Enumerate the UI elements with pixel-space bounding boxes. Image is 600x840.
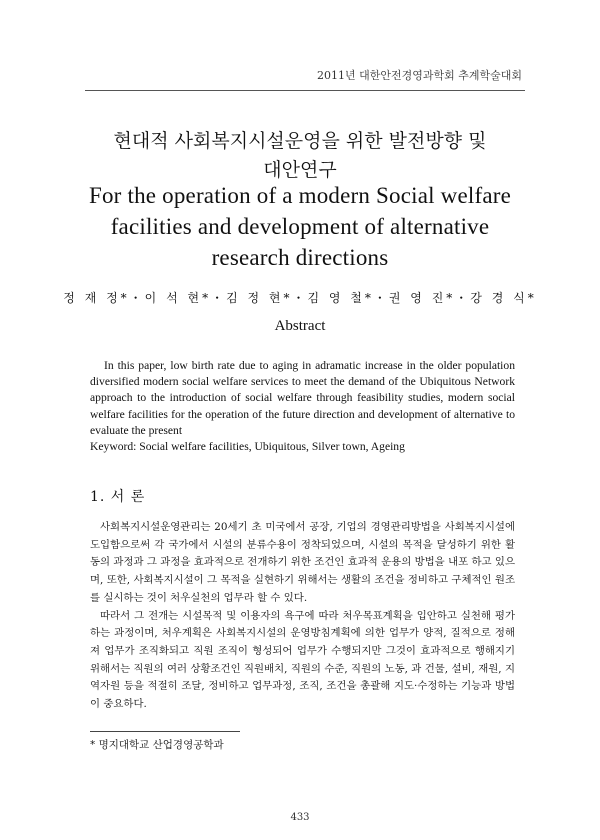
english-title-line-2: facilities and development of alternative <box>110 214 490 239</box>
korean-title-line-2: 대안연구 <box>263 159 337 181</box>
english-title-line-3: research directions <box>211 245 389 270</box>
introduction-paragraph-2: 따라서 그 전개는 시설목적 및 이용자의 욕구에 따라 처우목표계획을 입안하고 실천해 평가하는 과정이며, 처우계획은 사회복지시설의 운영방침계획에 의한 업무가 양적, 질적으로 정해져 업무가 조직화되고 직원 조직이 형성되어 업무가 수행되지만 그것이 효과적으로 행해지기 위해서는 직원의 여러 상황조건인 직원배치, 직원의 수준, 직원의 노동, 과 건물, 설비, 재원, 지역자원 등을 적절히 조달, 정비하고 업무과정, 조직, 조건을 총괄해 지도·수정하는 기능과 방법이 중요하다. <box>90 609 515 711</box>
english-title-line-1: For the operation of a modern Social welfare <box>88 183 511 208</box>
running-header: 2011년 대한안전경영과학회 추계학술대회 <box>316 69 522 82</box>
abstract-body: In this paper, low birth rate due to aging in adramatic increase in the older population diversified modern social welfare services to meet the demand of the Ubiquitous Network approach to the introduction of social welfare through feasibility studies, modern social welfare facilities for the operation of the future direction and development of alternative to evaluate the present <box>90 359 515 437</box>
korean-title-line-1: 현대적 사회복지시설운영을 위한 발전방향 및 <box>113 130 487 152</box>
page-number: 433 <box>290 812 310 823</box>
author-list: 정 재 정*・이 석 현*・김 정 현*・김 영 철*・권 영 진*・강 경 식* <box>63 291 537 305</box>
header-rule <box>85 90 525 91</box>
introduction-body <box>90 519 515 714</box>
footnote-affiliation: * 명지대학교 산업경영공학과 <box>90 739 224 751</box>
section-heading-introduction: 1. 서 론 <box>90 489 146 505</box>
korean-title <box>60 127 540 185</box>
english-title <box>60 180 540 273</box>
abstract-heading: Abstract <box>274 318 326 334</box>
footnote-rule <box>90 731 240 732</box>
keywords: Keyword: Social welfare facilities, Ubiquitous, Silver town, Ageing <box>90 440 405 453</box>
introduction-paragraph-1: 사회복지시설운영관리는 20세기 초 미국에서 공장, 기업의 경영관리방법을 사회복지시설에 도입함으로써 각 국가에서 시설의 분류수용이 정착되었으며, 시설의 목적을 달성하기 위한 활동의 과정과 그 과정을 효과적으로 전개하기 위한 조건인 효과적 운용의 방법을 내포 하고 있으며, 또한, 사회복지시설이 그 목적을 실현하기 위해서는 생활의 조건을 정비하고 구체적인 원조를 실시하는 것이 처우실천의 업무라 할 수 있다. <box>90 521 515 604</box>
